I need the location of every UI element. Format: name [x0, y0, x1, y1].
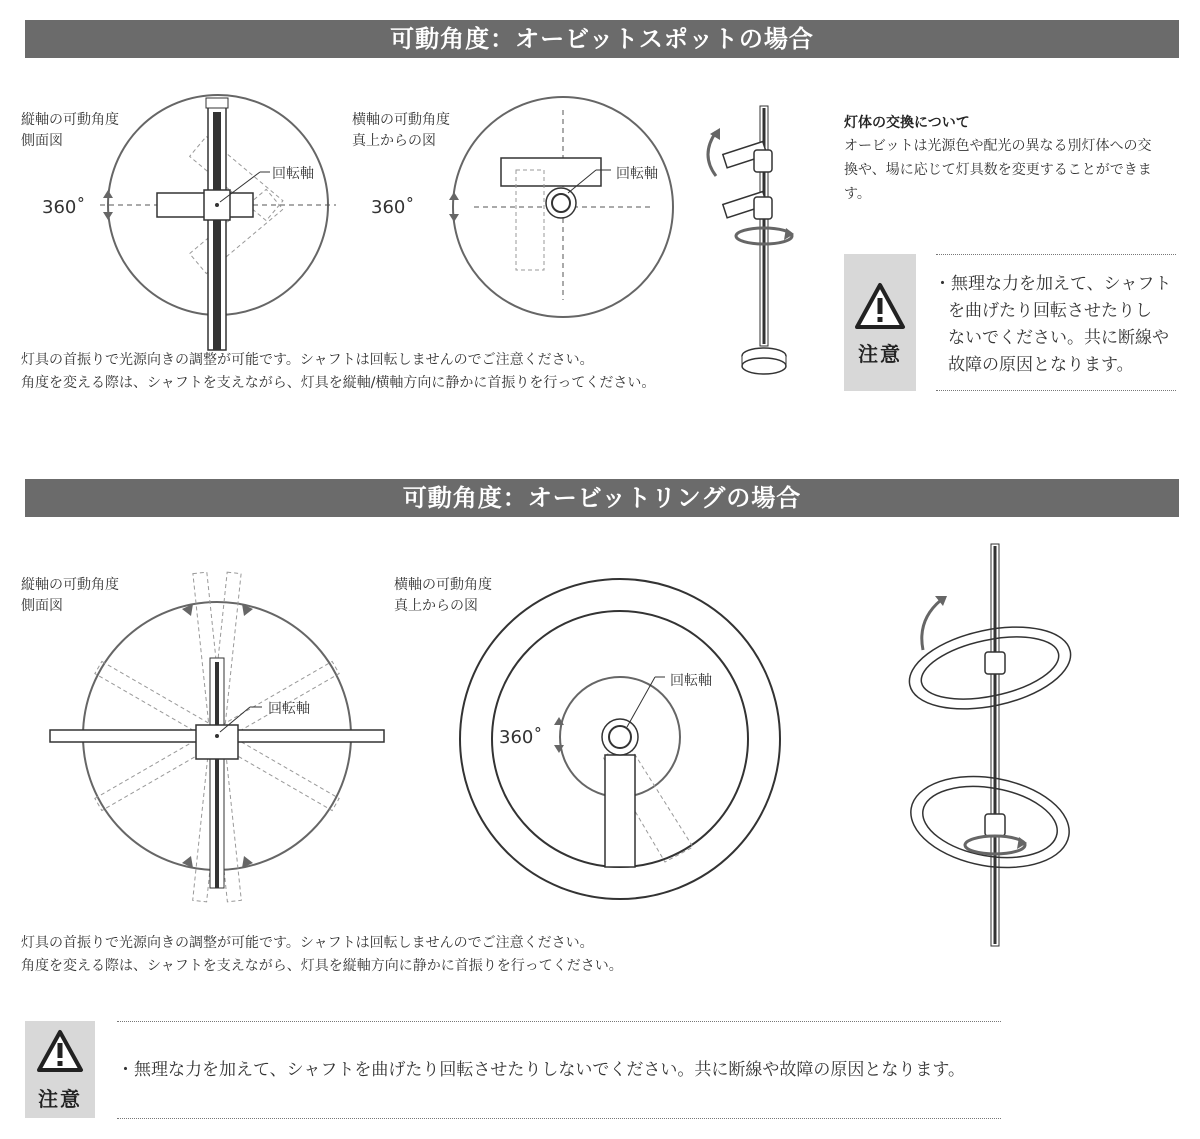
s2-notes — [21, 932, 623, 978]
s2-vertical-diagram — [50, 572, 390, 902]
exchange-line-2: 換や、場に応じて灯具数を変更することができま — [844, 162, 1152, 178]
s1-caution-line-4: 故障の原因となります。 — [948, 355, 1134, 375]
section2-banner: 可動角度：オービットリングの場合 — [25, 479, 1179, 517]
bottom-caution-top-line — [117, 1021, 1001, 1022]
s1-caution-box — [844, 254, 916, 391]
s1-horizontal-label-line1: 横軸の可動角度 — [352, 112, 450, 128]
s1-notes — [21, 349, 655, 395]
s1-caution-line-1: ・無理な力を加えて、シャフト — [934, 274, 1172, 294]
section1-banner: 可動角度：オービットスポットの場合 — [25, 20, 1179, 58]
s1-note-1: 灯具の首振りで光源向きの調整が可能です。シャフトは回転しませんのでご注意ください。 — [21, 352, 594, 368]
s1-horizontal-degree: 360˚ — [371, 197, 415, 218]
bottom-caution-bottom-line — [117, 1118, 1001, 1119]
bottom-caution-box — [25, 1021, 95, 1118]
s1-vertical-axis-label: 回転軸 — [272, 166, 314, 182]
s2-vertical-label-line2: 側面図 — [21, 598, 63, 614]
s2-vertical-axis-label: 回転軸 — [268, 701, 310, 717]
s1-spot-product — [694, 100, 804, 375]
s1-caution-line-2: を曲げたり回転させたりし — [948, 301, 1152, 321]
s2-note-1: 灯具の首振りで光源向きの調整が可能です。シャフトは回転しませんのでご注意ください。 — [21, 935, 594, 951]
s2-note-2: 角度を変える際は、シャフトを支えながら、灯具を縦軸方向に静かに首振りを行ってください。 — [21, 958, 623, 974]
exchange-line-1: オービットは光源色や配光の異なる別灯体への交 — [844, 138, 1152, 154]
s2-vertical-label-line1: 縦軸の可動角度 — [21, 577, 119, 593]
bottom-caution-text: ・無理な力を加えて、シャフトを曲げたり回転させたりしないでください。共に断線や故障の原因となります。 — [117, 1060, 965, 1080]
s2-horizontal-axis-label: 回転軸 — [670, 673, 712, 689]
s1-caution-bottom-line — [936, 390, 1176, 391]
warning-triangle-icon — [36, 1029, 84, 1073]
s1-vertical-label-line2: 側面図 — [21, 133, 63, 149]
s1-horizontal-label-line2: 真上からの図 — [352, 133, 436, 149]
s1-horizontal-axis-label: 回転軸 — [616, 166, 658, 182]
s2-horizontal-label-line2: 真上からの図 — [394, 598, 478, 614]
exchange-body — [844, 134, 1152, 206]
s1-caution-line-3: ないでください。共に断線や — [948, 328, 1169, 348]
s1-note-2: 角度を変える際は、シャフトを支えながら、灯具を縦軸/横軸方向に静かに首振りを行ってください。 — [21, 375, 656, 391]
s2-ring-product — [905, 540, 1085, 950]
s1-horizontal-label — [352, 110, 450, 152]
s1-vertical-degree: 360˚ — [42, 197, 86, 218]
s1-vertical-label-line1: 縦軸の可動角度 — [21, 112, 119, 128]
exchange-line-3: す。 — [844, 186, 871, 202]
s2-horizontal-degree: 360˚ — [499, 727, 543, 748]
exchange-heading: 灯体の交換について — [844, 115, 970, 131]
s1-caution-text — [934, 271, 1171, 379]
s1-vertical-diagram — [100, 90, 340, 350]
bottom-caution-word: 注意 — [38, 1087, 82, 1111]
s1-caution-top-line — [936, 254, 1176, 255]
s1-caution-word: 注意 — [858, 342, 902, 366]
s2-horizontal-label-line1: 横軸の可動角度 — [394, 577, 492, 593]
s1-horizontal-diagram — [446, 90, 686, 320]
warning-triangle-icon — [854, 282, 906, 330]
